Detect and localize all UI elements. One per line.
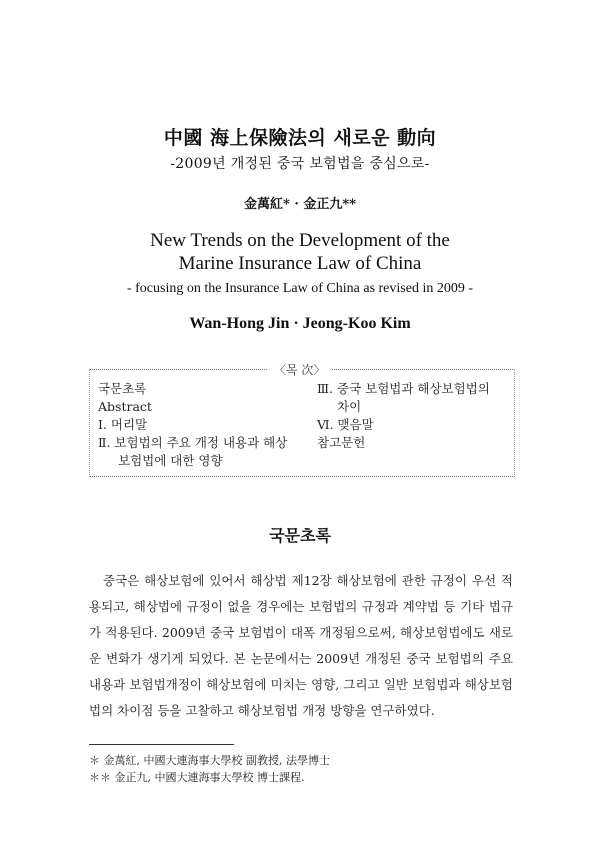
toc-item: Ⅰ. 머리말: [98, 417, 148, 432]
paper-subtitle-english: - focusing on the Insurance Law of China as revised in 2009 -: [126, 281, 473, 296]
toc-left-column: [98, 380, 313, 470]
toc-item: 참고문헌: [317, 435, 366, 450]
toc-item: 국문초록: [98, 381, 147, 396]
toc-item-continuation: 차이: [337, 399, 362, 414]
footnote: ＊ 金萬紅, 中國大連海事大學校 副教授, 法學博士: [89, 754, 330, 767]
paper-subtitle-korean: -2009년 개정된 중국 보험법을 중심으로-: [170, 156, 430, 172]
authors-korean: 金萬紅* · 金正九**: [244, 197, 356, 212]
footnote: ＊＊ 金正九, 中國大連海事大學校 博士課程.: [89, 771, 305, 784]
toc-item: Ⅵ. 맺음말: [317, 417, 374, 432]
footnote-divider: [89, 744, 234, 745]
paper-title-english-line2: Marine Insurance Law of China: [178, 253, 422, 274]
abstract-body: 중국은 해상보험에 있어서 해상법 제12장 해상보험에 관한 규정이 우선 적용되고, 해상법에 규정이 없을 경우에는 보험법의 규정과 계약법 등 기타 법규가 적용된다. 2009년 중국 보험법이 대폭 개정됨으로써, 해상보험법에도 새로운 변화가 생기게 되었다. 본 논문에서는 2009년 개정된 중국 보험법의 주요 내용과 보험법개정이 해상보험에 미치는 영향, 그리고 일반 보험법과 해상보험법의 차이점 등을 고찰하고 해상보험법 개정 방향을 연구하였다.: [89, 573, 513, 718]
toc-item: Ⅱ. 보험법의 주요 개정 내용과 해상: [98, 435, 288, 450]
toc-item: Abstract: [98, 399, 152, 414]
paper-title-korean: 中國 海上保險法의 새로운 動向: [163, 127, 437, 149]
toc-right-column: [317, 380, 512, 452]
toc-item: Ⅲ. 중국 보험법과 해상보험법의: [317, 381, 490, 396]
authors-english: Wan-Hong Jin · Jeong-Koo Kim: [189, 315, 411, 332]
paper-title-english-line1: New Trends on the Development of the: [150, 230, 450, 251]
abstract-heading: 국문초록: [269, 526, 331, 545]
toc-label: 〈목 次〉: [268, 361, 331, 378]
footnotes: [89, 752, 330, 786]
toc-item-continuation: 보험법에 대한 영향: [118, 453, 223, 468]
